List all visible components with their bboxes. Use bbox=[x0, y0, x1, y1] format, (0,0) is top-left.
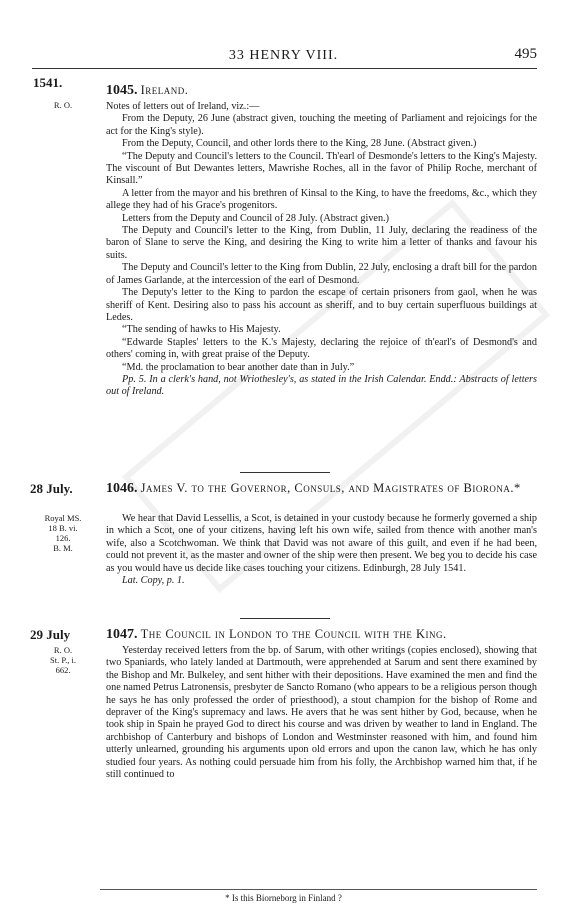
paragraph: The Deputy and Council's letter to the King, from Dublin, 11 July, declaring the readiness of the baron of Slane to serve the King, and desiring the King to write him a letter of thanks and favour his suits. bbox=[106, 225, 537, 261]
margin-reference bbox=[33, 100, 93, 110]
paragraph: The Deputy's letter to the King to pardon the escape of certain prisoners from gaol, when he was sheriff of Kent. Desiring also to pass his account as sheriff, and to buy certain superfluous buildings at Ledes. bbox=[106, 287, 537, 323]
entry-body bbox=[106, 101, 537, 399]
paragraph: “Md. the proclamation to bear another date than in July.” bbox=[122, 361, 355, 373]
margin-line: 662. bbox=[55, 665, 71, 675]
paragraph: From the Deputy, Council, and other lords there to the King, 28 June. (Abstract given.) bbox=[122, 138, 477, 150]
entry-title: James V. to the Governor, Consuls, and Magistrates of Biorona.* bbox=[140, 481, 521, 495]
paragraph: We hear that David Lessellis, a Scot, is detained in your custody because he formerly governed a ship in which a Scot, one of your citizens, having left his own wife, sailed from thence with another man's wife, also a Scotchwoman. We think that David was not aware of this guilt, and even if he had been, could not prevent it, as the master and owner of the ship were then present. We beg you to decide his case as you would have us decide like cases touching your citizens. Edinburgh, 28 July 1541. bbox=[106, 513, 537, 574]
entry-title: The Council in London to the Council with the King. bbox=[140, 627, 447, 641]
entry-number: 1046. bbox=[106, 481, 138, 496]
entry-note: Pp. 5. In a clerk's hand, not Wriothesley's, as stated in the Irish Calendar. Endd.: Abstracts of letters out of Ireland. bbox=[106, 373, 537, 398]
entry-heading bbox=[106, 481, 537, 496]
year-label: 1541. bbox=[33, 75, 63, 90]
entry-heading bbox=[106, 627, 537, 642]
entry-body bbox=[106, 513, 537, 587]
entry-number: 1045. bbox=[106, 83, 138, 98]
paragraph: “Edwarde Staples' letters to the K.'s Majesty, declaring the rejoice of th'earl's of Desmond's and others' coming in, with great praise of the Deputy. bbox=[106, 336, 537, 361]
paragraph: A letter from the mayor and his brethren of Kinsal to the King, to have the freedoms, &c., which they allege they had of his Grace's progenitors. bbox=[106, 187, 537, 212]
page-number: 495 bbox=[514, 46, 537, 62]
entry-note: Lat. Copy, p. 1. bbox=[122, 575, 185, 587]
margin-line: B. M. bbox=[53, 543, 73, 553]
paragraph: Letters from the Deputy and Council of 28 July. (Abstract given.) bbox=[122, 212, 389, 224]
paragraph: “The Deputy and Council's letters to the Council. Th'earl of Desmonde's letters to the King's Majesty. The viscount of But Dewantes letters, Mawrishe Roches, all in the favor of Philip Roche, merchant of Kinsall.” bbox=[106, 150, 537, 187]
entry-title: Ireland. bbox=[140, 83, 189, 97]
entry-date: 28 July. bbox=[30, 481, 73, 496]
paragraph: “The sending of hawks to His Majesty. bbox=[122, 324, 281, 336]
section-rule bbox=[240, 618, 330, 619]
margin-reference bbox=[33, 513, 93, 553]
entry-body bbox=[106, 645, 537, 781]
paragraph: Notes of letters out of Ireland, viz.:— bbox=[106, 101, 260, 112]
paragraph: From the Deputy, 26 June (abstract given, touching the meeting of Parliament and rejoicings for the act for the King's style). bbox=[106, 113, 537, 137]
margin-line: St. P., i. bbox=[50, 655, 76, 665]
paragraph: Yesterday received letters from the bp. of Sarum, with other writings (copies enclosed), showing that two Spaniards, who lately landed at Dartmouth, were apprehended at Sarum and sent there examined by the Bishop and Mr. Bulkeley, and sent hither with their depositions. Have examined the men and find the one named Petrus Latronensis, presbyter de Sancto Romano (who appears to be a religious person though he says he has only professed the order of priesthood), a stout champion for the bishop of Rome and depraver of the King's supremacy and laws. He avers that he was sent hither by God, because, when he took ship in Spain he prayed God to direct his course and was driven by weather to land in England. The archbishop of Canterbury and bishops of London and Westminster reasoned with him, and found him utterly unlearned, grounding his arguments upon old errors and upon the canon law, which he has only studied four years. As nothing could persuade him from his folly, the Archbishop warned him that, if he still continued to bbox=[106, 645, 537, 781]
margin-line: 126. bbox=[55, 533, 71, 543]
entry-date: 29 July bbox=[30, 627, 71, 642]
running-header: 33 HENRY VIII. bbox=[228, 48, 339, 63]
footnote: * Is this Biorneborg in Finland ? bbox=[225, 893, 342, 903]
margin-reference bbox=[33, 645, 93, 675]
margin-line: Royal MS. bbox=[44, 513, 82, 523]
entry-number: 1047. bbox=[106, 627, 138, 642]
footnote-rule bbox=[100, 889, 537, 890]
section-rule bbox=[240, 472, 330, 473]
header-rule bbox=[32, 68, 537, 69]
margin-line: R. O. bbox=[53, 100, 73, 110]
entry-heading bbox=[106, 83, 537, 98]
margin-line: 18 B. vi. bbox=[48, 523, 78, 533]
margin-line: R. O. bbox=[53, 645, 73, 655]
paragraph: The Deputy and Council's letter to the King from Dublin, 22 July, enclosing a draft bill for the pardon of James Garlande, at the intercession of the earl of Desmond. bbox=[106, 262, 537, 286]
